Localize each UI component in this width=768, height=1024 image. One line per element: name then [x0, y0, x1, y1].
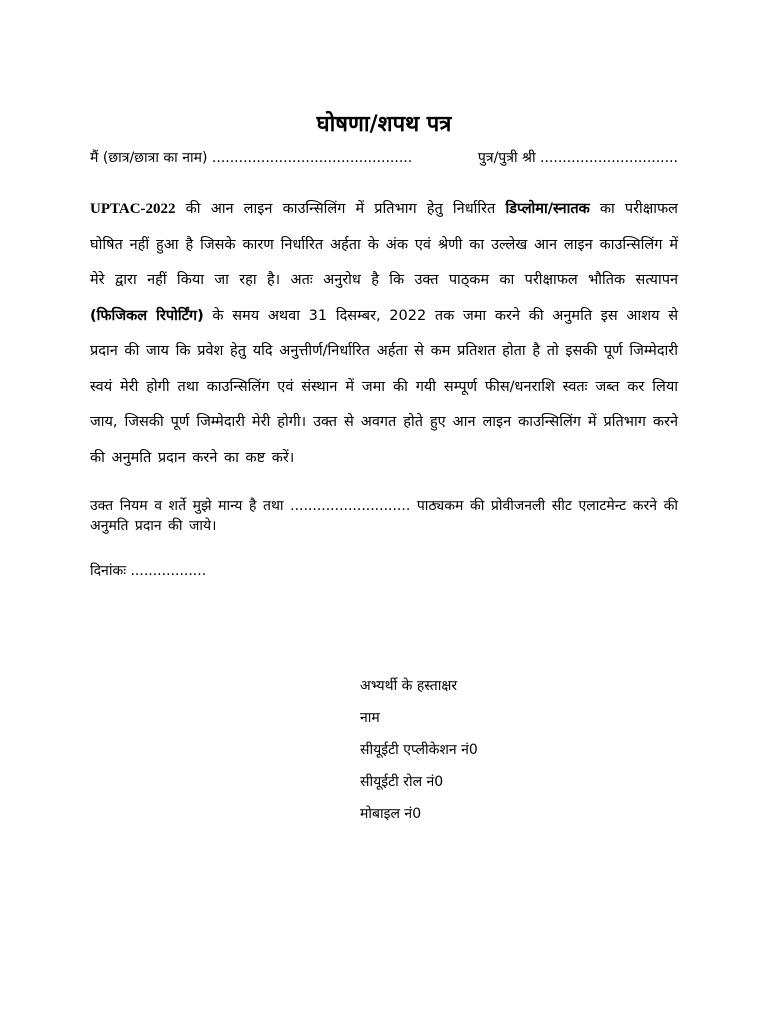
uptac-label: UPTAC-2022	[90, 201, 176, 217]
mobile-label: मोबाइल नं0	[360, 806, 422, 822]
diploma-graduate-label: डिप्लोमा/स्नातक	[505, 201, 590, 217]
declaration-document	[90, 108, 678, 822]
rules-acceptance-paragraph: उक्त नियम व शर्ते मुझे मान्य है तथा ........................... पाठ्यकम की प्रोवीजनली सीट एलाटमेन्ट करने की अनुमति प्रदान की जाये।	[90, 498, 678, 534]
declaration-text-2: का परीक्षाफल घोषित नहीं हुआ है जिसके कारण निर्धारित अर्हता के अंक एवं श्रेणी का उल्लेख आन लाइन काउन्सिलिंग में मेरे द्वारा नहीं किया जा रहा है। अतः अनुरोध है कि उक्त पाठ्कम का परीक्षाफल भौतिक सत्यापन	[90, 201, 678, 288]
physical-reporting-label: (फिजिकल रिपोर्टिंग)	[90, 307, 204, 324]
parent-name-blank: पुत्र/पुत्री श्री ...............................	[477, 150, 678, 166]
name-label: नाम	[360, 710, 380, 726]
signature-block	[360, 670, 478, 830]
student-name-blank: मैं (छात्र/छात्रा का नाम) .............................................	[90, 150, 413, 166]
declaration-text-1: की आन लाइन काउन्सिलिंग में प्रतिभाग हेतु निर्धारित	[175, 201, 506, 217]
declaration-text-3: के समय अथवा 31 दिसम्बर, 2022 तक जमा करने की अनुमति इस आशय से प्रदान की जाय कि प्रवेश हेतु यदि अनुत्तीर्ण/निर्धारित अर्हता से कम प्रतिशत होता है तो इसकी पूर्ण जिम्मेदारी स्वयं मेरी होगी तथा काउन्सिलिंग एवं संस्थान में जमा की गयी सम्पूर्ण फीस/धनराशि स्वतः जब्त कर लिया जाय, जिसकी पूर्ण जिम्मेदारी मेरी होगी। उक्त से अवगत होते हुए आन लाइन काउन्सिलिंग में प्रतिभाग करने की अनुमति प्रदान करने का कष्ट करें।	[90, 307, 678, 466]
signature-label: अभ्यर्थी के हस्ताक्षर	[360, 678, 458, 694]
document-title: घोषणा/शपथ पत्र	[316, 112, 452, 137]
name-line	[90, 146, 678, 170]
date-line: दिनांकः .................	[90, 563, 207, 579]
cuet-roll-label: सीयूईटी रोल नं0	[360, 774, 444, 790]
cuet-application-label: सीयूईटी एप्लीकेशन नं0	[360, 742, 478, 758]
declaration-paragraph	[90, 192, 678, 476]
